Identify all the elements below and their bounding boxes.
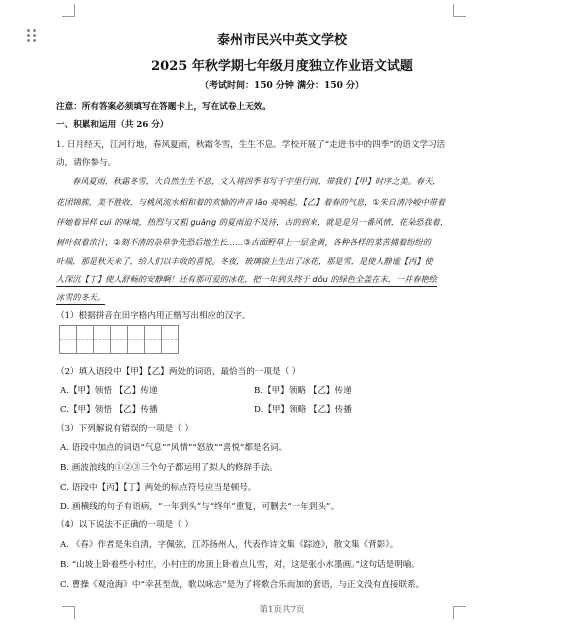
option-d[interactable]: D. 画横线的句子有语病，“一年到头”与“终年”重复，可删去“一年到头”。: [60, 502, 340, 512]
option-b[interactable]: B. “山坡上卧着些小村庄，小村庄的房顶上卧着点儿雪，对，这是张小水墨画。”这句话是明喻。: [60, 560, 421, 570]
margin-mark-top-right: [453, 4, 466, 17]
question-intro-line: 动，请你参与。: [56, 158, 117, 168]
notice: 注意：所有答案必须填写在答题卡上，写在试卷上无效。: [56, 102, 271, 112]
question-intro-line: 1. 日月经天，江河行地，春风夏雨，秋霜冬雪，生生不息。学校开展了“走进书中的四季”的语文学习活: [56, 140, 446, 150]
option-c[interactable]: C. 曹操《观沧海》中“幸甚至哉，歌以咏志”是为了将歌合乐而加的套语，与正文没有直接联系。: [60, 580, 425, 590]
grid-cell[interactable]: [110, 325, 128, 354]
option-a[interactable]: A. 《春》作者是朱自清，字佩弦，江苏扬州人，代表作诗文集《踪迹》，散文集《背影》。: [60, 540, 399, 550]
grid-cell[interactable]: [59, 325, 77, 354]
grid-cell[interactable]: [93, 325, 111, 354]
sub-question-1: （1）根据拼音在田字格内用正楷写出相应的汉字。: [56, 311, 251, 321]
option-c[interactable]: C.【甲】领悟 【乙】传播: [60, 405, 158, 415]
grid-cell[interactable]: [144, 325, 162, 354]
grid-cell[interactable]: [161, 325, 179, 354]
writing-grid[interactable]: [59, 325, 178, 353]
passage-line-underlined: 人深沉【丁】使人舒畅的安静啊！还有那可爱的冰花，把一年到头终于 dǒu 的绿色全盖在末，一并春艳绘: [56, 274, 437, 287]
section-heading: 一、积累和运用（共 26 分）: [56, 120, 169, 130]
grid-cell[interactable]: [76, 325, 94, 354]
option-c[interactable]: C. 语段中【丙】【丁】两处的标点符号应当是顿号。: [60, 483, 257, 493]
sub-question-4: （4）以下说法不正确的一项是（ ）: [56, 520, 194, 530]
exam-title: 2025 年秋学期七年级月度独立作业语文试题: [151, 59, 413, 74]
option-b[interactable]: B.【甲】领略 【乙】传递: [254, 386, 352, 396]
page-number: 第1页共7页: [259, 605, 305, 615]
passage-line: 树叶叔着浓汁，②刻不清的杂草争先恐后地生长……③古面野草上一层金黄，各种各样的菜苦捕着纷纷的: [56, 237, 431, 247]
passage-line: 伴她着异样 cuì 的味境，热烈与又粗 guǎng 的夏雨迫不及待，古的到来，就是是另一番风情，花朵恐我着，: [56, 217, 449, 227]
margin-mark-top-left: [62, 4, 75, 17]
sub-question-2: （2）填入语段中【甲】【乙】两处的词语，最恰当的一项是（ ）: [56, 367, 301, 377]
option-a[interactable]: A.【甲】领悟 【乙】传递: [60, 386, 158, 396]
passage-line-underlined: 冰雪的冬天。: [56, 292, 105, 305]
school-name: 泰州市民兴中英文学校: [216, 33, 347, 48]
passage-line: 花团锦簇，美不胜收，与桃风流水相和着的欢愉的声音 lǎo 亮响起，【乙】着春的气息，①朱自清冷峻中带着: [56, 197, 446, 207]
sub-question-3: （3）下列解说有错误的一项是（ ）: [56, 424, 194, 434]
option-a[interactable]: A. 语段中加点的词语“气息”“风情”“怒放”“喜悦”都是名词。: [60, 443, 288, 453]
grid-cell[interactable]: [127, 325, 145, 354]
option-b[interactable]: B. 画波浪线的①②③三个句子都运用了拟人的修辞手法。: [60, 463, 279, 473]
exam-info: （考试时间：150 分钟 满分：150 分）: [200, 81, 364, 91]
option-d[interactable]: D.【甲】领略 【乙】传播: [254, 405, 352, 415]
passage-line: 春风夏雨，秋霜冬雪，大自然生生不息，文人将四季书写于字里行间，带我们【甲】时序之美。春天，: [72, 176, 441, 186]
passage-line: 叶端，那是秋天来了，给人们以丰收的喜悦。冬夜，玻璃窗上生出了冰花，那是雪，是使人静谧【丙】使: [56, 256, 433, 266]
